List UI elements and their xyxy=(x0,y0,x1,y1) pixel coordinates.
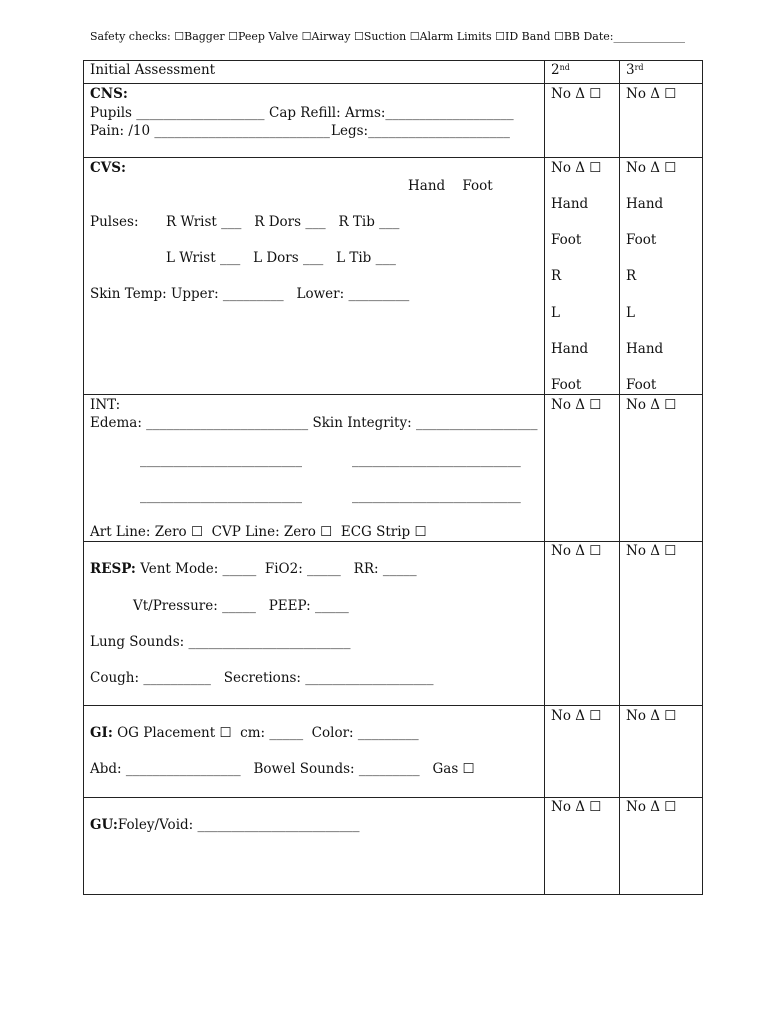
cvs-2nd-foot-2: Foot xyxy=(551,377,582,393)
header-3rd-number: 3 xyxy=(626,62,635,78)
cvs-divider xyxy=(83,394,703,395)
resp-title: RESP: xyxy=(90,561,136,577)
table-border-bottom xyxy=(83,894,703,895)
header-3rd-suffix: rd xyxy=(634,63,644,72)
header-2nd-number: 2 xyxy=(551,62,560,78)
col-divider-2nd xyxy=(544,60,545,895)
cvs-2nd-hand-1: Hand xyxy=(551,196,589,212)
cvs-2nd-left: L xyxy=(551,305,560,321)
cvs-3rd-left: L xyxy=(626,305,635,321)
cvs-2nd-hand-2: Hand xyxy=(551,341,589,357)
cvs-3rd-right: R xyxy=(626,268,637,284)
pulses-right-row[interactable]: R Wrist ___ R Dors ___ R Tib ___ xyxy=(166,214,400,230)
col-divider-3rd xyxy=(619,60,620,895)
cap-refill-arms-field[interactable]: Cap Refill: Arms:___________________ xyxy=(269,105,514,121)
table-border-left xyxy=(83,60,84,895)
header-2nd-suffix: nd xyxy=(559,63,570,72)
cns-no-change-3rd[interactable]: No Δ ☐ xyxy=(626,86,677,102)
bb-date-field[interactable]: _____________ xyxy=(613,30,685,43)
int-blank-line-right-2[interactable]: _________________________ xyxy=(352,488,521,504)
check-alarm-limits[interactable]: ☐Alarm Limits xyxy=(409,30,492,43)
pain-field[interactable]: Pain: /10 __________________________ xyxy=(90,123,330,139)
cvs-3rd-hand-1: Hand xyxy=(626,196,664,212)
cns-no-change-2nd[interactable]: No Δ ☐ xyxy=(551,86,602,102)
cns-divider xyxy=(83,157,703,158)
skin-temp-field[interactable]: Skin Temp: Upper: _________ Lower: _________ xyxy=(90,286,410,302)
safety-checks-line xyxy=(90,30,685,43)
cvs-2nd-right: R xyxy=(551,268,562,284)
cvs-2nd-foot-1: Foot xyxy=(551,232,582,248)
legs-field[interactable]: Legs:_____________________ xyxy=(331,123,510,139)
check-airway[interactable]: ☐Airway xyxy=(301,30,351,43)
gi-title: GI: xyxy=(90,725,113,741)
header-initial-assessment: Initial Assessment xyxy=(90,62,216,78)
og-placement-fields[interactable]: OG Placement ☐ cm: _____ Color: _________ xyxy=(112,725,419,741)
lung-sounds-field[interactable]: Lung Sounds: ________________________ xyxy=(90,634,351,650)
gu-no-change-2nd[interactable]: No Δ ☐ xyxy=(551,799,602,815)
header-3rd xyxy=(626,62,644,78)
check-suction[interactable]: ☐Suction xyxy=(353,30,407,43)
resp-divider xyxy=(83,705,703,706)
check-bagger[interactable]: ☐Bagger xyxy=(174,30,225,43)
abd-bowel-gas-fields[interactable]: Abd: _________________ Bowel Sounds: _________ Gas ☐ xyxy=(90,761,475,777)
resp-no-change-2nd[interactable]: No Δ ☐ xyxy=(551,543,602,559)
cns-title: CNS: xyxy=(90,86,128,102)
check-id-band[interactable]: ☐ID Band xyxy=(495,30,551,43)
lines-checklist[interactable]: Art Line: Zero ☐ CVP Line: Zero ☐ ECG Strip ☐ xyxy=(90,524,427,540)
int-no-change-3rd[interactable]: No Δ ☐ xyxy=(626,397,677,413)
vent-fio2-rr-fields[interactable]: Vent Mode: _____ FiO2: _____ RR: _____ xyxy=(135,561,417,577)
gi-no-change-2nd[interactable]: No Δ ☐ xyxy=(551,708,602,724)
cvs-title: CVS: xyxy=(90,160,126,176)
pulses-label: Pulses: xyxy=(90,214,139,230)
vt-peep-fields[interactable]: Vt/Pressure: _____ PEEP: _____ xyxy=(133,598,349,614)
check-peep-valve[interactable]: ☐Peep Valve xyxy=(228,30,299,43)
gi-no-change-3rd[interactable]: No Δ ☐ xyxy=(626,708,677,724)
pupils-field[interactable]: Pupils ___________________ xyxy=(90,105,265,121)
int-blank-line-left-1[interactable]: ________________________ xyxy=(140,452,302,468)
gi-divider xyxy=(83,797,703,798)
cvs-3rd-hand-2: Hand xyxy=(626,341,664,357)
cvs-3rd-foot-2: Foot xyxy=(626,377,657,393)
gu-title: GU: xyxy=(90,817,118,833)
cvs-no-change-2nd[interactable]: No Δ ☐ xyxy=(551,160,602,176)
header-2nd xyxy=(551,62,570,78)
cvs-3rd-foot-1: Foot xyxy=(626,232,657,248)
int-title: INT: xyxy=(90,397,121,413)
header-divider xyxy=(83,83,703,84)
resp-no-change-3rd[interactable]: No Δ ☐ xyxy=(626,543,677,559)
int-blank-line-right-1[interactable]: _________________________ xyxy=(352,452,521,468)
table-border-right xyxy=(702,60,703,895)
int-no-change-2nd[interactable]: No Δ ☐ xyxy=(551,397,602,413)
foley-void-field[interactable]: Foley/Void: ________________________ xyxy=(117,817,360,833)
edema-skin-integrity-field[interactable]: Edema: ________________________ Skin Integrity: __________________ xyxy=(90,415,538,431)
table-border-top xyxy=(83,60,703,61)
pulses-left-row[interactable]: L Wrist ___ L Dors ___ L Tib ___ xyxy=(166,250,396,266)
cough-secretions-fields[interactable]: Cough: __________ Secretions: ___________________ xyxy=(90,670,434,686)
gu-row xyxy=(90,817,360,833)
int-blank-line-left-2[interactable]: ________________________ xyxy=(140,488,302,504)
check-bb-date[interactable]: ☐BB Date: xyxy=(553,30,614,43)
int-divider xyxy=(83,541,703,542)
safety-checks-label: Safety checks: xyxy=(90,30,171,43)
cvs-hand-foot-header: Hand Foot xyxy=(408,178,493,194)
cvs-no-change-3rd[interactable]: No Δ ☐ xyxy=(626,160,677,176)
gu-no-change-3rd[interactable]: No Δ ☐ xyxy=(626,799,677,815)
gi-og-row xyxy=(90,725,419,741)
resp-vent-row xyxy=(90,561,417,577)
